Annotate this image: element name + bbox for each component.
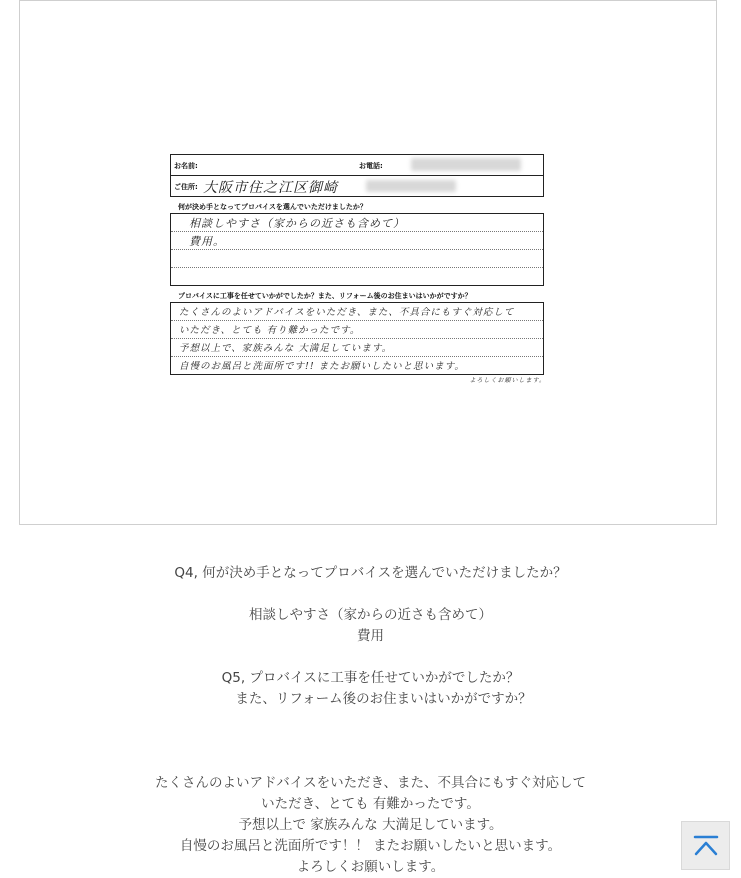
customer-info-box xyxy=(170,154,544,197)
q4-line: 費用。 xyxy=(171,232,543,250)
address-value: 大阪市住之江区御崎 xyxy=(203,180,338,196)
phone-redaction xyxy=(411,158,521,171)
q5-line: 予想以上で、家族みんな 大満足しています。 xyxy=(171,339,543,357)
q4-answer xyxy=(0,605,741,647)
q5-question-line: また、リフォーム後のお住まいはいかがですか？ xyxy=(235,691,532,707)
address-label: ご住所: xyxy=(174,183,198,191)
address-row xyxy=(171,176,543,196)
q4-line xyxy=(171,250,543,268)
back-to-top-button[interactable] xyxy=(681,821,730,870)
q5-line: 自慢のお風呂と洗面所です!! またお願いしたいと思います。 xyxy=(179,361,465,372)
q5-form-label: プロバイスに工事を任せていかがでしたか？また、リフォーム後のお住まいはいかがですか？ xyxy=(178,292,472,300)
address-redaction xyxy=(366,180,456,192)
form-signoff: よろしくお願いします。 xyxy=(469,377,546,384)
q4-form-label: 何が決め手となってプロバイスを選んでいただけましたか？ xyxy=(178,203,367,211)
name-row xyxy=(171,155,543,176)
q5-answer-line: たくさんのよいアドバイスをいただき、また、不具合にもすぐ対応して xyxy=(154,775,587,791)
q5-answer xyxy=(0,773,741,878)
q4-answer-box xyxy=(170,213,544,286)
q4-answer-line: 費用 xyxy=(357,628,384,644)
q4-answer-line: 相談しやすさ（家からの近さも含めて） xyxy=(249,607,492,623)
q5-answer-line: よろしくお願いします。 xyxy=(296,859,445,875)
name-label: お名前: xyxy=(174,162,198,170)
q4-question-text: Q4, 何が決め手となってプロバイスを選んでいただけましたか？ xyxy=(174,565,567,581)
q4-line: 相談しやすさ（家からの近さも含めて） xyxy=(171,214,543,232)
q5-answer-line: 予想以上で 家族みんな 大満足しています。 xyxy=(238,817,503,833)
chevron-up-bar-icon xyxy=(693,835,719,857)
phone-label: お電話: xyxy=(359,162,383,170)
questionnaire-image xyxy=(19,0,717,525)
q4-line xyxy=(171,268,543,285)
q4-question xyxy=(0,563,741,584)
q5-answer-line: いただき、とても 有難かったです。 xyxy=(261,796,480,812)
q5-question xyxy=(0,668,741,710)
q5-line: たくさんのよいアドバイスをいただき、また、不具合にもすぐ対応して xyxy=(171,303,543,321)
q5-question-line: Q5, プロバイスに工事を任せていかがでしたか？ xyxy=(221,670,520,686)
q5-answer-line: 自慢のお風呂と洗面所です！！ またお願いしたいと思います。 xyxy=(179,838,562,854)
q5-answer-box xyxy=(170,302,544,375)
questionnaire-form xyxy=(170,154,546,384)
q5-line: いただき、とても 有り難かったです。 xyxy=(171,321,543,339)
